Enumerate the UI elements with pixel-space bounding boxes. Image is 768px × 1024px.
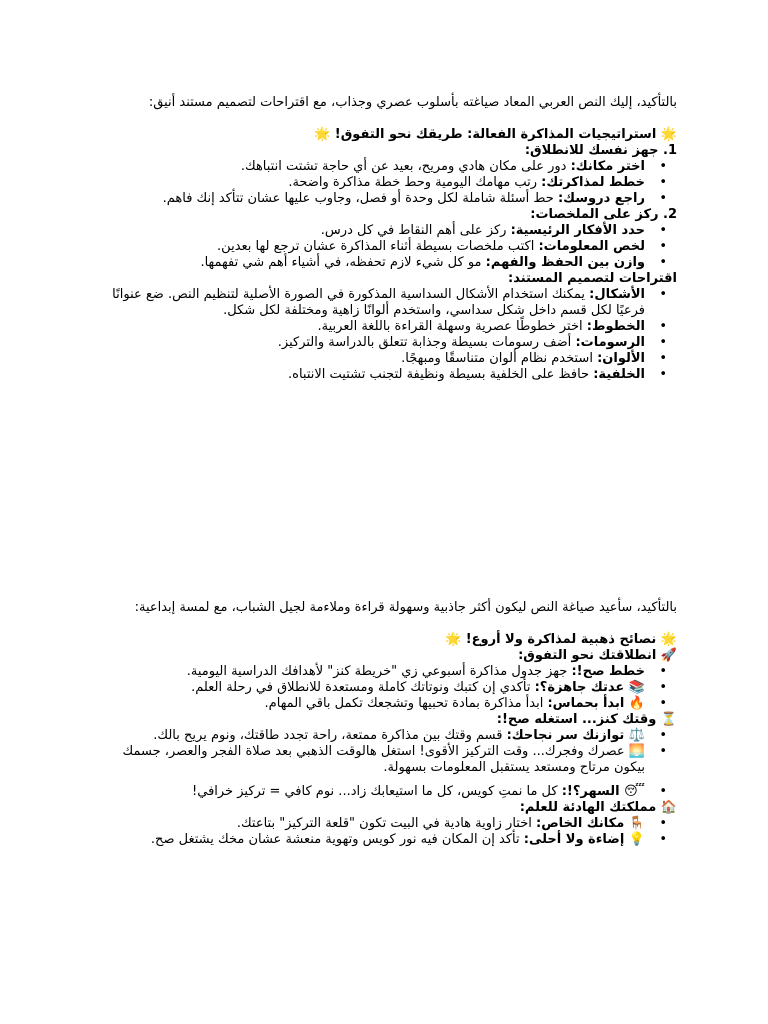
section-1-list-2 bbox=[110, 223, 677, 271]
list-item: • حدد الأفكار الرئيسية: ركز على أهم النقاط في كل درس. bbox=[110, 223, 645, 239]
section-1-intro: بالتأكيد، إليك النص العربي المعاد صياغته بأسلوب عصري وجذاب، مع اقتراحات لتصميم مستند أنيق: bbox=[148, 95, 677, 110]
section-2-heading-2: ⏳ وقتك كنز... استغله صح!: bbox=[496, 712, 677, 727]
section-2 bbox=[110, 600, 677, 848]
list-item: • الخطوط: اختر خطوطًا عصرية وسهلة القراءة باللغة العربية. bbox=[110, 319, 645, 335]
list-item: • 😴 السهر؟!: كل ما نمتِ كويس، كل ما استيعابك زاد... نوم كافي = تركيز خرافي! bbox=[110, 784, 645, 800]
list-item: • الأشكال: يمكنك استخدام الأشكال السداسية المذكورة في الصورة الأصلية لتنظيم النص. ضع عنوانًا فرعيًا لكل قسم داخل شكل سداسي، واستخدم ألوانًا زاهية ومختلفة لكل شكل. bbox=[110, 287, 645, 319]
section-1-list-1 bbox=[110, 159, 677, 207]
section-2-list-2 bbox=[110, 728, 677, 800]
section-2-intro: بالتأكيد، سأعيد صياغة النص ليكون أكثر جاذبية وسهولة قراءة وملاءمة لجيل الشباب، مع لمسة إبداعية: bbox=[134, 600, 677, 615]
list-item: • الرسومات: أضف رسومات بسيطة وجذابة تتعلق بالدراسة والتركيز. bbox=[110, 335, 645, 351]
list-item: • وازن بين الحفظ والفهم: مو كل شيء لازم تحفظه، في أشياء أهم شي تفهمها. bbox=[110, 255, 645, 271]
list-item: • 🪑 مكانك الخاص: اختار زاوية هادية في البيت تكون "قلعة التركيز" بتاعتك. bbox=[110, 816, 645, 832]
list-item: • الألوان: استخدم نظام ألوان متناسقًا ومبهجًا. bbox=[110, 351, 645, 367]
list-item: • 🌅 عصرك وفجرك... وقت التركيز الأقوى! استغل هالوقت الذهبي بعد صلاة الفجر والعصر، جسمك بيكون مرتاح ومستعد يستقبل المعلومات بسهولة. bbox=[110, 744, 645, 776]
section-1-heading-1: 1. جهز نفسك للانطلاق: bbox=[524, 143, 677, 158]
list-item: • خطط لمذاكرتك: رتب مهامك اليومية وحط خطة مذاكرة واضحة. bbox=[110, 175, 645, 191]
list-item: • ⚖️ توازنك سر نجاحك: قسم وقتك بين مذاكرة ممتعة، راحة تجدد طاقتك، ونوم يريح بالك. bbox=[110, 728, 645, 744]
list-item: • اختر مكانك: دور على مكان هادي ومريح، بعيد عن أي حاجة تشتت انتباهك. bbox=[110, 159, 645, 175]
section-2-list-1 bbox=[110, 664, 677, 712]
list-item: • خطط صح!: جهز جدول مذاكرة أسبوعي زي "خريطة كنز" لأهدافك الدراسية اليومية. bbox=[110, 664, 645, 680]
section-2-heading-3: 🏠 مملكتك الهادئة للعلم: bbox=[519, 800, 677, 815]
list-item: • 🔥 ابدأ بحماس: ابدأ مذاكرة بمادة تحبيها وتشجعك تكمل باقي المهام. bbox=[110, 696, 645, 712]
section-2-heading-1: 🚀 انطلاقتك نحو التفوق: bbox=[518, 648, 677, 663]
section-1-heading-2: 2. ركز على الملخصات: bbox=[530, 207, 677, 222]
list-item: • لخص المعلومات: اكتب ملخصات بسيطة أثناء المذاكرة عشان ترجع لها بعدين. bbox=[110, 239, 645, 255]
spacer bbox=[110, 776, 645, 784]
section-1-list-3 bbox=[110, 287, 677, 383]
list-item: • الخلفية: حافظ على الخلفية بسيطة ونظيفة لتجنب تشتيت الانتباه. bbox=[110, 367, 645, 383]
section-1-heading-3: اقتراحات لتصميم المستند: bbox=[508, 271, 677, 286]
list-item: • 💡 إضاءة ولا أحلى: تأكد إن المكان فيه نور كويس وتهوية منعشة عشان مخك يشتغل صح. bbox=[110, 832, 645, 848]
section-1 bbox=[110, 95, 677, 383]
list-item: • 📚 عدتك جاهزة؟: تأكدي إن كتبك ونوتاتك كاملة ومستعدة للانطلاق في رحلة العلم. bbox=[110, 680, 645, 696]
section-1-title: 🌟 استراتيجيات المذاكرة الفعالة: طريقك نحو التفوق! 🌟 bbox=[314, 127, 677, 142]
list-item: • راجع دروسك: حط أسئلة شاملة لكل وحدة أو فصل، وجاوب عليها عشان تتأكد إنك فاهم. bbox=[110, 191, 645, 207]
section-2-title: 🌟 نصائح ذهبية لمذاكرة ولا أروع! 🌟 bbox=[444, 632, 677, 647]
section-2-list-3 bbox=[110, 816, 677, 848]
